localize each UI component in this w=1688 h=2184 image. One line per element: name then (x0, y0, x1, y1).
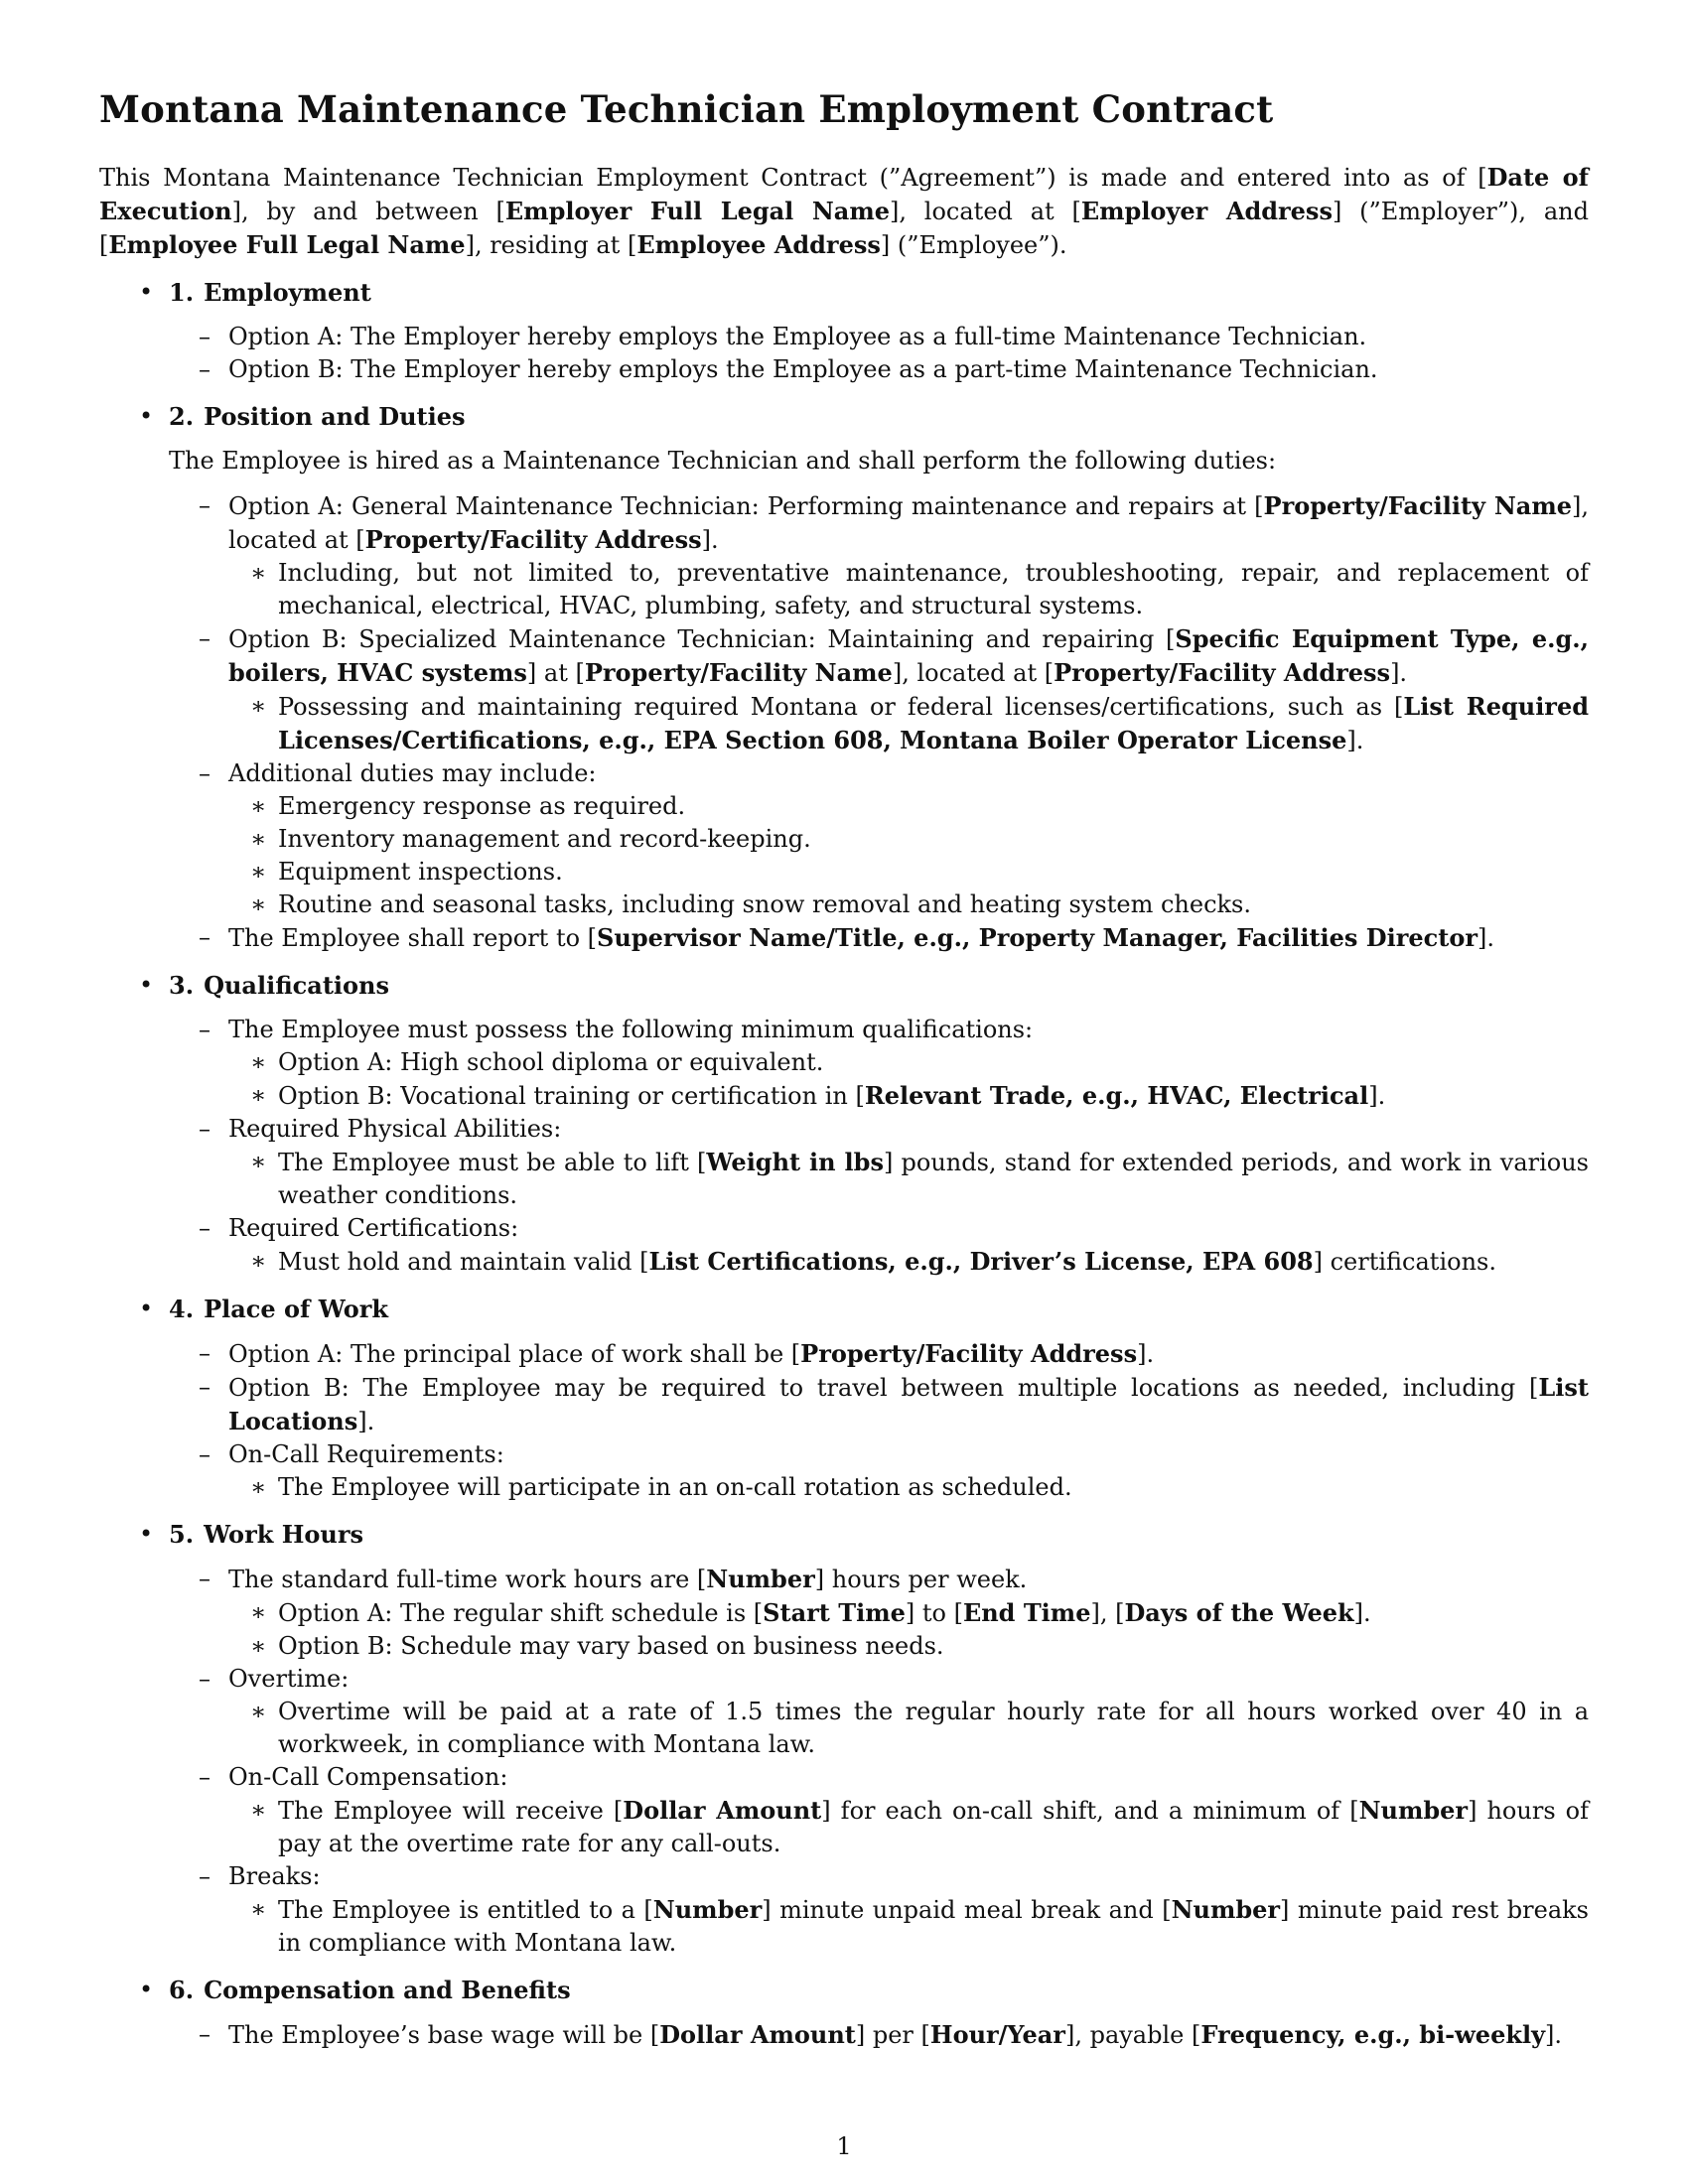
text-run: ] certifications. (1313, 1248, 1496, 1276)
bullet-icon: • (139, 1520, 154, 1548)
section-title: Work Hours (204, 1520, 363, 1549)
sub-list-item (99, 790, 1589, 823)
text-run: ] (”Employee”). (880, 231, 1067, 259)
section-paragraph (99, 445, 1589, 478)
placeholder-field: Hour/Year (929, 2020, 1065, 2049)
placeholder-field: Property/Facility Address (364, 525, 702, 554)
sub-list-item (99, 1630, 1589, 1663)
list-item (99, 1212, 1589, 1245)
text-run: ] minute unpaid meal break and [ (762, 1896, 1172, 1924)
section-number: 3. (169, 971, 195, 1000)
text-run: The Employee is entitled to a [ (278, 1896, 653, 1924)
text-run: Overtime will be paid at a rate of 1.5 times the regular hourly rate for all hours worked over 40 in a workweek, in compliance with Montana law. (278, 1698, 1589, 1758)
section-number: 5. (169, 1520, 195, 1549)
text-run: ], located at [ (890, 198, 1081, 225)
placeholder-field: Property/Facility Address (1054, 658, 1391, 687)
text-run: ]. (1137, 1340, 1155, 1368)
dash-bullet-icon: – (199, 1862, 211, 1890)
placeholder-field: List Certifications, e.g., Driver’s License, EPA 608 (648, 1247, 1314, 1276)
sub-list-item (99, 1471, 1589, 1504)
text-run: ] pounds, stand for extended periods, and work in various weather conditions. (278, 1149, 1589, 1209)
section-title: Place of Work (204, 1295, 388, 1323)
dash-bullet-icon: – (199, 759, 211, 787)
sub-list-item (99, 856, 1589, 888)
section-number: 2. (169, 402, 195, 431)
text-run: Required Certifications: (228, 1214, 519, 1242)
section-2 (99, 400, 1589, 955)
text-run: Option B: Specialized Maintenance Technician: Maintaining and repairing [ (228, 625, 1176, 653)
text-run: Option A: The Employer hereby employs the Employee as a full-time Maintenance Technician. (228, 323, 1367, 350)
text-run: ], residing at [ (465, 231, 637, 259)
dash-bullet-icon: – (199, 1665, 211, 1693)
bullet-icon: • (139, 278, 154, 306)
placeholder-field: Number (1171, 1895, 1281, 1924)
text-run: Option B: The Employer hereby employs the Employee as a part-time Maintenance Technician. (228, 355, 1378, 383)
placeholder-field: End Time (962, 1598, 1091, 1627)
dash-bullet-icon: – (199, 1373, 211, 1401)
sub-list-item (99, 1079, 1589, 1113)
section-number: 4. (169, 1295, 195, 1323)
text-run: ]. (1353, 1599, 1371, 1627)
text-run: ], [ (1090, 1599, 1125, 1627)
star-bullet-icon: ∗ (250, 1698, 267, 1725)
text-run: ] to [ (905, 1599, 963, 1627)
text-run: Breaks: (228, 1862, 321, 1890)
placeholder-field: Specific Equipment Type, e.g., boilers, HVAC systems (228, 624, 1589, 687)
text-run: Required Physical Abilities: (228, 1115, 562, 1143)
dash-bullet-icon: – (199, 355, 211, 383)
placeholder-field: Days of the Week (1124, 1598, 1354, 1627)
text-run: Option A: The regular shift schedule is [ (278, 1599, 764, 1627)
list-item (99, 1014, 1589, 1046)
text-run: ]. (357, 1408, 375, 1435)
text-run: ], located at [ (228, 492, 1589, 554)
section-title: Qualifications (204, 971, 389, 1000)
dash-bullet-icon: – (199, 1440, 211, 1468)
text-run: The standard full-time work hours are [ (228, 1566, 707, 1593)
text-run: Additional duties may include: (228, 759, 597, 787)
text-run: Equipment inspections. (278, 858, 563, 886)
star-bullet-icon: ∗ (250, 1148, 267, 1175)
text-run: Inventory management and record-keeping. (278, 825, 811, 853)
dash-bullet-icon: – (199, 323, 211, 350)
text-run: Option A: General Maintenance Technician: Performing maintenance and repairs at [ (228, 492, 1264, 520)
list-item (99, 321, 1589, 353)
section-heading (99, 400, 1589, 433)
star-bullet-icon: ∗ (250, 1598, 267, 1626)
placeholder-field: Supervisor Name/Title, e.g., Property Manager, Facilities Director (597, 923, 1477, 952)
sub-list-item (99, 1794, 1589, 1860)
section-heading (99, 1293, 1589, 1325)
star-bullet-icon: ∗ (250, 825, 267, 853)
section-5 (99, 1518, 1589, 1960)
star-bullet-icon: ∗ (250, 1632, 267, 1660)
list-item (99, 921, 1589, 955)
list-item (99, 1113, 1589, 1146)
star-bullet-icon: ∗ (250, 692, 267, 720)
sub-list-item (99, 1146, 1589, 1212)
placeholder-field: Employee Full Legal Name (108, 230, 466, 259)
text-run: ]. (1477, 924, 1494, 952)
text-run: This Montana Maintenance Technician Employment Contract (”Agreement”) is made and entered into as of [ (99, 164, 1487, 192)
text-run: Overtime: (228, 1665, 350, 1693)
placeholder-field: Employee Address (636, 230, 881, 259)
bullet-icon: • (139, 971, 154, 999)
dash-bullet-icon: – (199, 1339, 211, 1367)
section-number: 6. (169, 1976, 195, 2004)
section-title: Employment (204, 278, 371, 307)
text-run: Emergency response as required. (278, 792, 686, 820)
section-heading (99, 1518, 1589, 1551)
dash-bullet-icon: – (199, 1565, 211, 1592)
text-run: The Employee shall report to [ (228, 924, 598, 952)
text-run: Option A: High school diploma or equivalent. (278, 1048, 824, 1076)
placeholder-field: Number (1358, 1796, 1469, 1825)
star-bullet-icon: ∗ (250, 1473, 267, 1501)
star-bullet-icon: ∗ (250, 559, 267, 587)
text-run: The Employee must be able to lift [ (278, 1149, 707, 1176)
placeholder-field: Employer Full Legal Name (504, 197, 890, 225)
list-item (99, 622, 1589, 690)
text-run: ], by and between [ (231, 198, 505, 225)
text-run: ] at [ (526, 659, 585, 687)
list-item (99, 2018, 1589, 2052)
star-bullet-icon: ∗ (250, 1796, 267, 1824)
sub-list-item (99, 557, 1589, 622)
section-heading (99, 276, 1589, 309)
text-run: Option B: Vocational training or certification in [ (278, 1082, 865, 1110)
list-item (99, 757, 1589, 790)
bullet-icon: • (139, 1976, 154, 2003)
dash-bullet-icon: – (199, 2020, 211, 2048)
document-title: Montana Maintenance Technician Employment Contract (99, 87, 1274, 131)
placeholder-field: List Locations (228, 1373, 1589, 1435)
sub-list-item (99, 1596, 1589, 1630)
list-item (99, 1761, 1589, 1794)
list-item (99, 353, 1589, 386)
text-run: ]. (1545, 2021, 1563, 2049)
text-run: ]. (1368, 1082, 1386, 1110)
bullet-icon: • (139, 1295, 154, 1322)
placeholder-field: List Required Licenses/Certifications, e.g., EPA Section 608, Montana Boiler Operator License (278, 692, 1590, 754)
text-run: The Employee must possess the following minimum qualifications: (228, 1016, 1034, 1043)
placeholder-field: Relevant Trade, e.g., HVAC, Electrical (864, 1081, 1369, 1110)
sub-list-item (99, 690, 1589, 757)
text-run: ]. (1346, 727, 1364, 754)
star-bullet-icon: ∗ (250, 858, 267, 886)
dash-bullet-icon: – (199, 1763, 211, 1791)
text-run: ] for each on-call shift, and a minimum of [ (821, 1797, 1359, 1825)
placeholder-field: Property/Facility Name (584, 658, 893, 687)
text-run: On-Call Compensation: (228, 1763, 508, 1791)
list-item (99, 1663, 1589, 1696)
section-heading (99, 1974, 1589, 2006)
section-heading (99, 969, 1589, 1002)
text-run: Routine and seasonal tasks, including snow removal and heating system checks. (278, 890, 1251, 918)
list-item (99, 1371, 1589, 1438)
text-run: ], located at [ (892, 659, 1055, 687)
star-bullet-icon: ∗ (250, 1048, 267, 1076)
text-run: On-Call Requirements: (228, 1440, 504, 1468)
placeholder-field: Dollar Amount (659, 2020, 856, 2049)
text-run: ]. (701, 526, 719, 554)
dash-bullet-icon: – (199, 1016, 211, 1043)
placeholder-field: Date of Execution (99, 163, 1589, 225)
sections-list (99, 276, 1589, 2052)
sub-list-item (99, 1046, 1589, 1079)
placeholder-field: Start Time (763, 1598, 906, 1627)
placeholder-field: Property/Facility Address (800, 1339, 1138, 1368)
text-run: Must hold and maintain valid [ (278, 1248, 649, 1276)
sub-list-item (99, 1245, 1589, 1279)
text-run: ] per [ (855, 2021, 930, 2049)
text-run: Option A: The principal place of work shall be [ (228, 1340, 801, 1368)
placeholder-field: Employer Address (1080, 197, 1333, 225)
dash-bullet-icon: – (199, 923, 211, 951)
placeholder-field: Number (652, 1895, 763, 1924)
text-run: Option B: Schedule may vary based on business needs. (278, 1632, 944, 1660)
section-title: Compensation and Benefits (204, 1976, 571, 2004)
text-run: Including, but not limited to, preventative maintenance, troubleshooting, repair, and replacement of mechanical, electrical, HVAC, plumbing, safety, and structural systems. (278, 559, 1589, 619)
text-run: The Employee will receive [ (278, 1797, 624, 1825)
dash-bullet-icon: – (199, 1115, 211, 1143)
list-item (99, 1563, 1589, 1596)
placeholder-field: Property/Facility Name (1263, 491, 1572, 520)
list-item (99, 1438, 1589, 1471)
list-item (99, 1860, 1589, 1893)
placeholder-field: Frequency, e.g., bi-weekly (1200, 2020, 1546, 2049)
text-run: The Employee will participate in an on-call rotation as scheduled. (278, 1473, 1072, 1501)
placeholder-field: Number (706, 1565, 815, 1593)
section-title: Position and Duties (204, 402, 466, 431)
dash-bullet-icon: – (199, 624, 211, 652)
sub-list-item (99, 1893, 1589, 1960)
section-1 (99, 276, 1589, 386)
text-run: The Employee’s base wage will be [ (228, 2021, 660, 2049)
section-6 (99, 1974, 1589, 2052)
section-number: 1. (169, 278, 195, 307)
bullet-icon: • (139, 402, 154, 430)
star-bullet-icon: ∗ (250, 792, 267, 820)
text-run: ], payable [ (1064, 2021, 1201, 2049)
star-bullet-icon: ∗ (250, 890, 267, 918)
page-number: 1 (836, 2132, 852, 2160)
star-bullet-icon: ∗ (250, 1895, 267, 1923)
text-run: The Employee is hired as a Maintenance Technician and shall perform the following duties: (169, 447, 1277, 475)
text-run: Option B: The Employee may be required to travel between multiple locations as needed, including [ (228, 1374, 1539, 1402)
text-run: Possessing and maintaining required Montana or federal licenses/certifications, such as [ (278, 693, 1404, 721)
list-item (99, 489, 1589, 557)
dash-bullet-icon: – (199, 491, 211, 519)
text-run: ] (”Employer”), and [ (99, 198, 1589, 259)
section-4 (99, 1293, 1589, 1504)
intro-paragraph (99, 161, 1589, 262)
text-run: ] hours of pay at the overtime rate for any call-outs. (278, 1797, 1589, 1857)
dash-bullet-icon: – (199, 1214, 211, 1242)
section-3 (99, 969, 1589, 1279)
text-run: ] minute paid rest breaks in compliance with Montana law. (278, 1896, 1589, 1957)
document-page (99, 87, 1589, 2052)
placeholder-field: Weight in lbs (706, 1148, 884, 1176)
text-run: ]. (1390, 659, 1408, 687)
placeholder-field: Dollar Amount (623, 1796, 822, 1825)
sub-list-item (99, 823, 1589, 856)
list-item (99, 1337, 1589, 1371)
star-bullet-icon: ∗ (250, 1247, 267, 1275)
sub-list-item (99, 888, 1589, 921)
sub-list-item (99, 1696, 1589, 1761)
star-bullet-icon: ∗ (250, 1081, 267, 1109)
text-run: ] hours per week. (814, 1566, 1028, 1593)
